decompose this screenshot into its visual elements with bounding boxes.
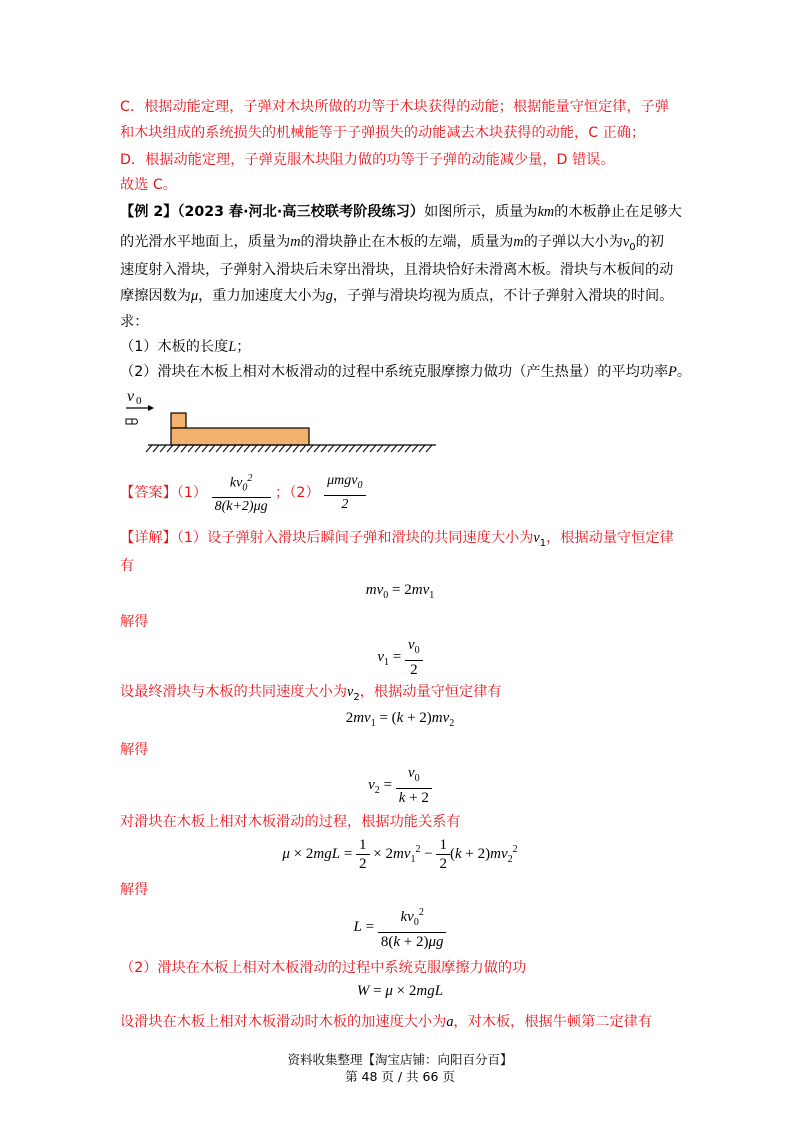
example-text: ，子弹与滑块均视为质点，不计子弹射入滑块的时间。 <box>332 288 674 304</box>
answer-tag: 【答案】 <box>120 485 177 502</box>
solution-text: ，根据动量守恒定律有 <box>359 684 502 700</box>
solution-you: 有 <box>120 558 135 574</box>
solution-step-4: （2）滑块在木板上相对木板滑动的过程中系统克服摩擦力做的功 <box>120 960 527 976</box>
answer-line <box>120 470 366 516</box>
equation-v1: $v_1$ = $\frac{v_0}{2}$ <box>0 636 800 679</box>
example-text: ，重力加速度大小为 <box>198 288 326 304</box>
question-2: （2）滑块在木板上相对木板滑动的过程中系统克服摩擦力做功（产生热量）的平均功率P。 <box>120 364 692 380</box>
footer-page-number: 第 48 页 / 共 66 页 <box>345 1069 455 1084</box>
bullet-icon <box>126 419 138 424</box>
conclusion-line: 故选 C。 <box>120 177 177 193</box>
solution-text: ，根据动量守恒定律 <box>546 530 674 546</box>
example-text: 的子弹以大小为 <box>523 234 623 250</box>
example-line-2: 的光滑水平地面上，质量为m的滑块静止在木板的左端，质量为m的子弹以大小为$v_0$的初 <box>120 234 664 253</box>
example-tag: 【例 2】 <box>120 204 178 220</box>
velocity-subscript: 0 <box>136 395 142 407</box>
ground-hatching <box>146 445 432 452</box>
option-c-line-1: C．根据动能定理，子弹对木块所做的功等于木块获得的动能；根据能量守恒定律，子弹 <box>120 99 670 115</box>
equation-v2: $v_2$ = $\frac{v_0}{k + 2}$ <box>0 764 800 807</box>
answer-part-2: （2） <box>289 485 320 502</box>
equation-work: W = μ × 2mgL <box>356 983 444 999</box>
physics-diagram <box>118 385 448 455</box>
slider-block <box>171 413 186 428</box>
question-text: （1）木板的长度 <box>120 339 229 355</box>
example-text: 摩擦因数为 <box>120 288 191 304</box>
solution-step-3: 对滑块在木板上相对木板滑动的过程，根据功能关系有 <box>120 814 461 830</box>
solution-jiede-2: 解得 <box>120 742 149 758</box>
solution-step-5: 设滑块在木板上相对木板滑动时木板的加速度大小为a，对木板，根据牛顿第二定律有 <box>120 1014 653 1030</box>
equation-energy: μ × 2mgL = $\frac{1}{2}$ × $2mv_1^2$ − $\frac{1}{2}$ $(k + 2)mv_2^2$ <box>282 837 518 872</box>
example-text: 的初 <box>635 234 664 250</box>
equation-momentum-1: $mv_0 = 2mv_1$ <box>365 582 435 601</box>
footer-source: 资料收集整理【淘宝店铺：向阳百分百】 <box>287 1052 513 1067</box>
solution-jiede-3: 解得 <box>120 882 149 898</box>
wooden-board <box>171 428 309 445</box>
example-line-5: 求： <box>120 314 149 330</box>
solution-text: 设最终滑块与木板的共同速度大小为 <box>120 684 348 700</box>
solution-intro: 【详解】（1）设子弹射入滑块后瞬间子弹和滑块的共同速度大小为$v_1$，根据动量守恒定律 <box>120 530 674 549</box>
answer-separator: ； <box>275 485 290 502</box>
solution-text: 设滑块在木板上相对木板滑动时木板的加速度大小为 <box>120 1014 447 1030</box>
option-d-line: D．根据动能定理，子弹克服木块阻力做的功等于子弹的动能减少量，D 错误。 <box>120 152 615 168</box>
example-text: 的光滑水平地面上，质量为 <box>120 234 291 250</box>
equation-length: L = $\frac{kv_0^2}{8(k + 2)\mu g}$ <box>0 904 800 951</box>
example-text: 如图所示，质量为 <box>424 204 538 220</box>
example-line-1: 【例 2】（2023 春·河北·高三校联考阶段练习）如图所示，质量为km的木板静止在足够大 <box>120 204 682 220</box>
equation-momentum-2: $2mv_1 = (k + 2)mv_2$ <box>345 710 455 729</box>
question-text: ； <box>236 339 251 355</box>
question-1: （1）木板的长度L； <box>120 339 251 355</box>
answer-1-formula: $\frac{kv_0^2}{8(k+2)\mu g}$ <box>212 470 271 516</box>
question-text: 。 <box>676 364 692 380</box>
example-text: 的木板静止在足够大 <box>554 204 682 220</box>
solution-jiede-1: 解得 <box>120 614 149 630</box>
example-line-3: 速度射入滑块，子弹射入滑块后未穿出滑块，且滑块恰好未滑离木板。滑块与木板间的动 <box>120 262 674 278</box>
example-text: 的滑块静止在木板的左端，质量为 <box>300 234 514 250</box>
answer-part-1: （1） <box>176 485 208 502</box>
velocity-label: v <box>127 388 135 405</box>
answer-2-formula: $\frac{\mu mgv_0}{2}$ <box>324 472 365 514</box>
option-c-line-2: 和木块组成的系统损失的机械能等于子弹损失的动能减去木块获得的动能，C 正确； <box>120 125 646 141</box>
example-source: （2023 春·河北·高三校联考阶段练习） <box>177 204 425 220</box>
solution-step-2: 设最终滑块与木板的共同速度大小为$v_2$，根据动量守恒定律有 <box>120 684 502 703</box>
solution-tag: 【详解】 <box>120 530 177 546</box>
question-text: （2）滑块在木板上相对木板滑动的过程中系统克服摩擦力做功（产生热量）的平均功率 <box>120 364 669 380</box>
example-line-4: 摩擦因数为μ，重力加速度大小为g，子弹与滑块均视为质点，不计子弹射入滑块的时间。 <box>120 288 674 304</box>
solution-text: （1）设子弹射入滑块后瞬间子弹和滑块的共同速度大小为 <box>176 530 534 546</box>
solution-text: ，对木板，根据牛顿第二定律有 <box>453 1014 653 1030</box>
